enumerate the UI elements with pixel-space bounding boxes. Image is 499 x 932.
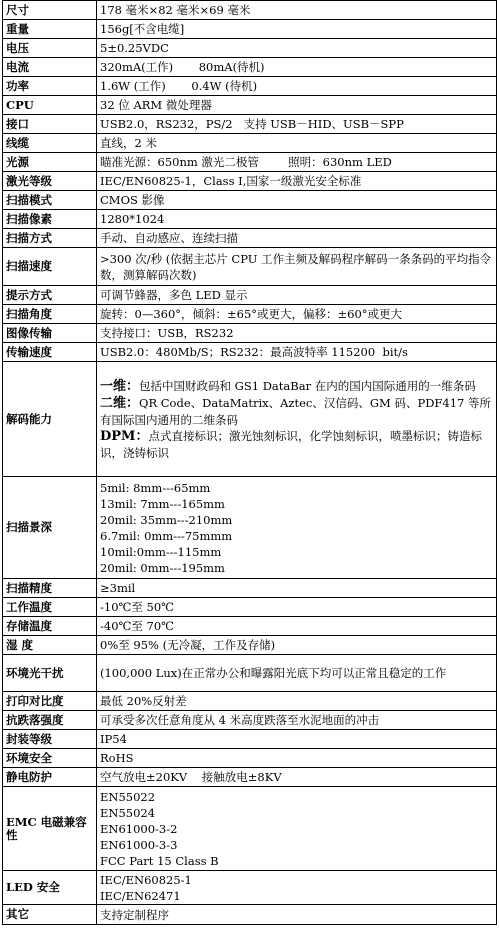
spec-value-line: 32 位 ARM 微处理器 xyxy=(100,98,212,112)
spec-value xyxy=(97,692,497,711)
spec-value xyxy=(97,39,497,58)
spec-value-line: EN61000-3-2 xyxy=(100,821,178,836)
spec-value-line: 0%至 95% (无冷凝，工作及存储) xyxy=(100,638,276,652)
table-row xyxy=(3,134,497,153)
decode-capability-heading: 一维： xyxy=(100,378,140,394)
table-row xyxy=(3,96,497,115)
spec-value xyxy=(97,191,497,210)
spec-value-line: EN55024 xyxy=(100,805,156,820)
spec-value xyxy=(97,58,497,77)
spec-value-line: 空气放电±20KV 接触放电±8KV xyxy=(100,770,282,784)
spec-value xyxy=(97,115,497,134)
spec-table xyxy=(2,0,497,925)
spec-value xyxy=(97,749,497,768)
spec-value-line: 6.7mil: 0mm---75mmm xyxy=(100,528,233,543)
table-row xyxy=(3,655,497,692)
table-row xyxy=(3,343,497,362)
spec-value xyxy=(97,1,497,20)
table-row xyxy=(3,692,497,711)
table-row xyxy=(3,787,497,871)
spec-value-line: EN61000-3-3 xyxy=(100,837,178,852)
table-row xyxy=(3,730,497,749)
spec-label: 提示方式 xyxy=(3,286,97,305)
spec-value xyxy=(97,598,497,617)
table-row xyxy=(3,229,497,248)
table-row xyxy=(3,905,497,925)
spec-value xyxy=(97,286,497,305)
table-row xyxy=(3,77,497,96)
spec-value xyxy=(97,787,497,871)
table-row xyxy=(3,248,497,286)
spec-label: 功率 xyxy=(3,77,97,96)
spec-value-line: 5±0.25VDC xyxy=(100,41,169,55)
spec-value-line: 最低 20%反射差 xyxy=(100,694,187,708)
spec-value xyxy=(97,324,497,343)
spec-label: 封装等级 xyxy=(3,730,97,749)
table-row xyxy=(3,305,497,324)
spec-value-line: RoHS xyxy=(100,751,134,765)
spec-value-line: EN55022 xyxy=(100,789,156,804)
spec-value xyxy=(97,768,497,787)
table-row xyxy=(3,598,497,617)
spec-label: 其它 xyxy=(3,905,97,925)
table-row xyxy=(3,1,497,20)
table-row xyxy=(3,636,497,655)
decode-capability-text: 点式直接标识；激光蚀刻标识，化学蚀刻标识，喷墨标识；铸造标识，浇铸标识 xyxy=(100,428,482,460)
spec-label: 打印对比度 xyxy=(3,692,97,711)
spec-value-text: >300 次/秒 (依据主芯片 CPU 工作主频及解码程序解码一条条码的平均指令数，测算解码次数) xyxy=(100,251,492,282)
table-row xyxy=(3,39,497,58)
spec-label: 扫描精度 xyxy=(3,579,97,598)
table-row xyxy=(3,362,497,477)
spec-value xyxy=(97,20,497,39)
spec-table-body xyxy=(3,1,497,925)
spec-label: 静电防护 xyxy=(3,768,97,787)
spec-label: 重量 xyxy=(3,20,97,39)
table-row xyxy=(3,172,497,191)
spec-label: 激光等级 xyxy=(3,172,97,191)
decode-capability-text: 包括中国财政码和 GS1 DataBar 在内的国内国际通用的一维条码 xyxy=(139,378,476,393)
table-row xyxy=(3,58,497,77)
spec-value-line: 20mil: 0mm---195mm xyxy=(100,560,225,575)
spec-value xyxy=(97,871,497,905)
spec-value-line: 支持定制程序 xyxy=(100,907,169,922)
spec-value xyxy=(97,77,497,96)
spec-value-line: IP54 xyxy=(100,732,127,746)
spec-label: 接口 xyxy=(3,115,97,134)
spec-value xyxy=(97,153,497,172)
spec-value-line: 直线，2 米 xyxy=(100,136,157,150)
spec-label: 存储温度 xyxy=(3,617,97,636)
spec-label: 尺寸 xyxy=(3,1,97,20)
spec-value xyxy=(97,96,497,115)
spec-value xyxy=(97,905,497,925)
table-row xyxy=(3,210,497,229)
spec-value xyxy=(97,617,497,636)
spec-value-line: 1.6W (工作) 0.4W (待机) xyxy=(100,79,258,93)
table-row xyxy=(3,286,497,305)
table-row xyxy=(3,20,497,39)
decode-capability-heading: DPM： xyxy=(100,428,149,444)
spec-value-line: USB2.0：480Mb/S；RS232：最高波特率 115200 bit/s xyxy=(100,345,408,359)
spec-value xyxy=(97,477,497,579)
spec-label: 工作温度 xyxy=(3,598,97,617)
table-row xyxy=(3,191,497,210)
spec-value-line: 20mil: 35mm---210mm xyxy=(100,512,233,527)
decode-capability-block xyxy=(100,395,493,428)
spec-value-line: 13mil: 7mm---165mm xyxy=(100,496,225,511)
spec-label: 湿 度 xyxy=(3,636,97,655)
spec-label: 电流 xyxy=(3,58,97,77)
spec-value-line: 10mil:0mm---115mm xyxy=(100,544,222,559)
spec-label: 传输速度 xyxy=(3,343,97,362)
spec-value xyxy=(97,210,497,229)
spec-value-line: FCC Part 15 Class B xyxy=(100,853,219,868)
spec-label: 扫描景深 xyxy=(3,477,97,579)
spec-value-line: 可承受多次任意角度从 4 米高度跌落至水泥地面的冲击 xyxy=(100,713,380,727)
spec-label: 图像传输 xyxy=(3,324,97,343)
spec-value-text: (100,000 Lux)在正常办公和曝露阳光底下均可以正常且稳定的工作 xyxy=(100,666,447,680)
spec-value xyxy=(97,229,497,248)
spec-value xyxy=(97,730,497,749)
spec-value xyxy=(97,636,497,655)
spec-label: 扫描像素 xyxy=(3,210,97,229)
decode-capability-heading: 二维： xyxy=(100,395,140,411)
spec-label: 解码能力 xyxy=(3,362,97,477)
spec-label: 扫描速度 xyxy=(3,248,97,286)
spec-value xyxy=(97,134,497,153)
table-row xyxy=(3,579,497,598)
spec-label: 电压 xyxy=(3,39,97,58)
spec-value-line: 320mA(工作) 80mA(待机) xyxy=(100,60,265,74)
spec-value-line: 5mil: 8mm---65mm xyxy=(100,480,211,495)
spec-label: LED 安全 xyxy=(3,871,97,905)
spec-label: 抗跌落强度 xyxy=(3,711,97,730)
spec-value xyxy=(97,711,497,730)
spec-value-line: 瞄准光源：650nm 激光二极管 照明：630nm LED xyxy=(100,155,392,169)
table-row xyxy=(3,768,497,787)
spec-value xyxy=(97,172,497,191)
spec-label: CPU xyxy=(3,96,97,115)
table-row xyxy=(3,749,497,768)
spec-label: 环境光干扰 xyxy=(3,655,97,692)
spec-value-line: IEC/EN60825-1 xyxy=(100,872,192,887)
spec-value-line: -10℃至 50℃ xyxy=(100,600,175,614)
spec-value-line: 156g[不含电缆] xyxy=(100,22,185,36)
spec-label: 扫描角度 xyxy=(3,305,97,324)
spec-value-line: USB2.0，RS232，PS/2 支持 USB－HID、USB－SPP xyxy=(100,117,404,131)
spec-value-line: -40℃至 70℃ xyxy=(100,619,175,633)
spec-value-line: CMOS 影像 xyxy=(100,193,165,207)
spec-value-line: IEC/EN62471 xyxy=(100,888,181,903)
decode-capability-text: QR Code、DataMatrix、Aztec、汉信码、GM 码、PDF417 等所有国际国内通用的二维条码 xyxy=(100,395,492,427)
spec-value-line: ≥3mil xyxy=(100,581,136,595)
spec-value xyxy=(97,305,497,324)
spec-label: 环境安全 xyxy=(3,749,97,768)
table-row xyxy=(3,711,497,730)
spec-label: EMC 电磁兼容性 xyxy=(3,787,97,871)
spec-value-line: 178 毫米×82 毫米×69 毫米 xyxy=(100,3,251,17)
spec-label: 线缆 xyxy=(3,134,97,153)
table-row xyxy=(3,115,497,134)
spec-value xyxy=(97,343,497,362)
spec-value xyxy=(97,579,497,598)
spec-label: 扫描模式 xyxy=(3,191,97,210)
table-row xyxy=(3,871,497,905)
spec-label: 光源 xyxy=(3,153,97,172)
spec-label: 扫描方式 xyxy=(3,229,97,248)
table-row xyxy=(3,153,497,172)
spec-value xyxy=(97,655,497,692)
spec-value-line: 旋转：0—360°，倾斜：±65°或更大，偏移：±60°或更大 xyxy=(100,307,403,321)
decode-capability-block xyxy=(100,428,493,461)
table-row xyxy=(3,617,497,636)
spec-value-line: 手动、自动感应、连续扫描 xyxy=(100,231,238,245)
spec-value xyxy=(97,362,497,477)
decode-capability-block xyxy=(100,378,493,395)
spec-value xyxy=(97,248,497,286)
spec-value-line: 1280*1024 xyxy=(100,212,165,226)
table-row xyxy=(3,477,497,579)
spec-value-line: IEC/EN60825-1，Class I,国家一级激光安全标准 xyxy=(100,174,362,188)
spec-value-line: 支持接口：USB，RS232 xyxy=(100,326,234,340)
table-row xyxy=(3,324,497,343)
spec-value-line: 可调节蜂器，多色 LED 显示 xyxy=(100,288,248,302)
